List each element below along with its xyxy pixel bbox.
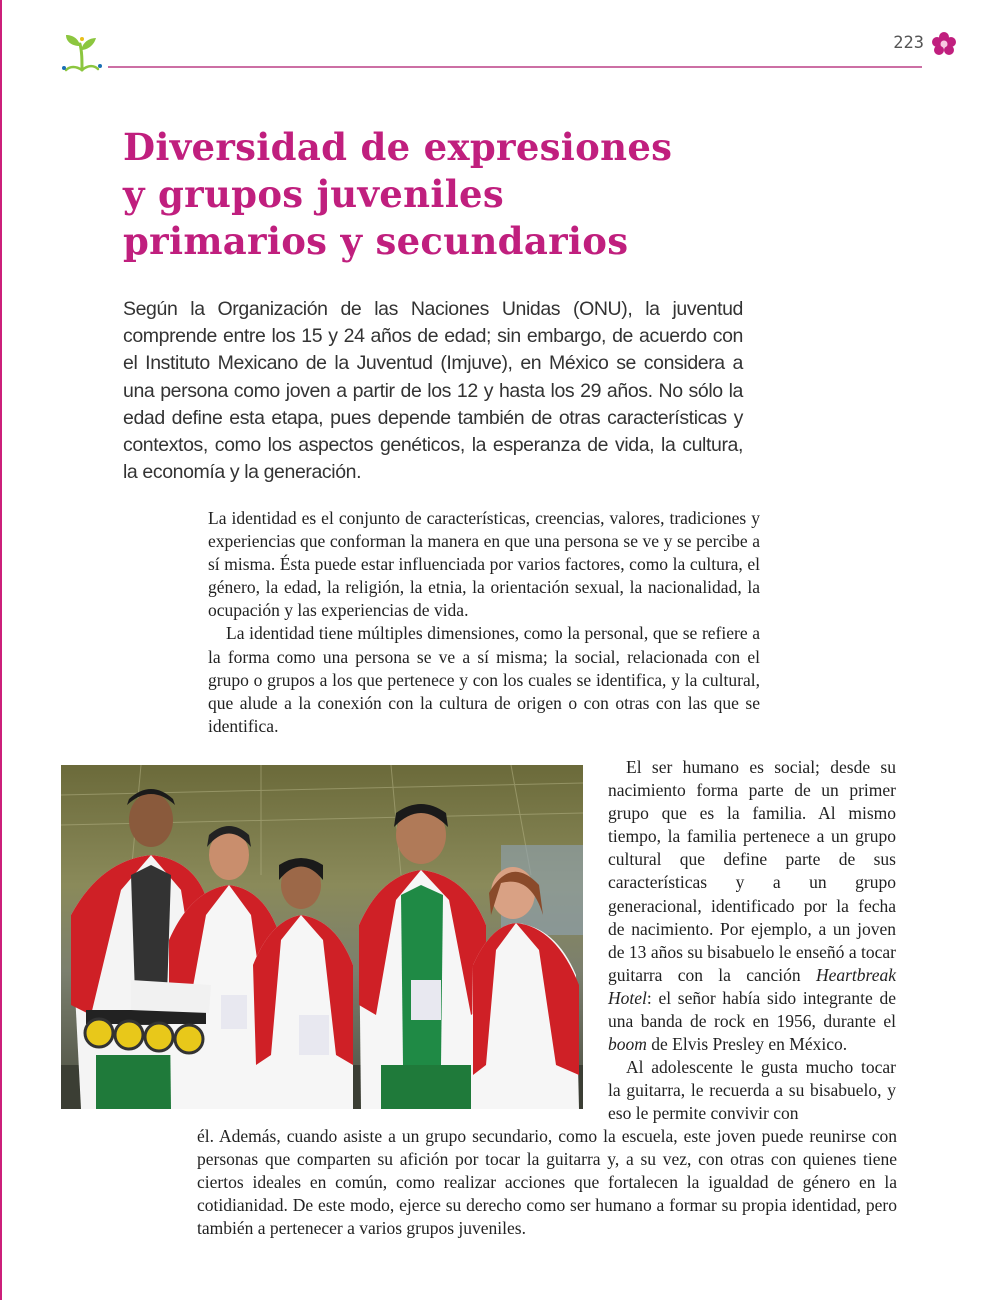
family-text-part-1: El ser humano es social; desde su nacimiento forma parte de un primer grupo que es la familia. Al mismo tiempo, la familia pertenece a un grupo cultural que define parte de sus características y a un grupo generacional, identificado por la fecha de nacimiento. Por ejemplo, a un joven de 13 años su bisabuelo le enseñó a tocar guitarra con la canción [608,757,896,985]
family-text-column [608,756,896,1126]
family-paragraph-1 [608,756,896,1056]
song-title: Heartbreak Hotel [608,964,896,1008]
header-rule [108,66,922,68]
identity-paragraph-2: La identidad tiene múltiples dimensiones, como la personal, que se refiere a la forma como una persona se ve a sí misma; la social, relacionada con el grupo o grupos a los que pertenece y con los cuales se identifica, y la cultural, que alude a la conexión con la cultura de origen o con otras con las que se identifica. [208,623,760,736]
title-line-3: primarios y secundarios [123,219,629,263]
flower-icon [930,30,958,58]
title-line-2: y grupos juveniles [123,172,505,216]
family-paragraph-2: Al adolescente le gusta mucho tocar la guitarra, le recuerda a su bisabuelo, y eso le permite convivir con [608,1057,896,1124]
family-text-part-2: : el señor había sido integrante de una banda de rock en 1956, durante el [608,987,896,1032]
sprout-logo-icon [60,30,104,72]
title-line-1: Diversidad de expresiones [123,125,673,169]
identity-paragraph-1: La identidad es el conjunto de características, creencias, valores, tradiciones y experiencias que conforman la manera en que una persona se ve y se percibe a sí misma. Ésta puede estar influenciada por varios factores, como la cultura, el género, la edad, la religión, la etnia, la orientación sexual, la nacionalidad, la ocupación y las experiencias de vida. [208,508,760,621]
page-left-border [0,0,2,1300]
group-photo-athletes [61,765,583,1109]
page-number: 223 [893,33,924,53]
identity-text-block [208,507,760,738]
intro-paragraph: Según la Organización de las Naciones Unidas (ONU), la juventud comprende entre los 15 y 24 años de edad; sin embargo, de acuerdo con el Instituto Mexicano de la Juventud (Imjuve), en México se considera a una persona como joven a partir de los 12 y hasta los 29 años. No sólo la edad define esta etapa, pues depende también de otras características y contextos, como los aspectos genéticos, la esperanza de vida, la cultura, la economía y la generación. [123,298,743,484]
family-text-part-3: de Elvis Presley en México. [646,1034,848,1055]
page-title [123,124,823,265]
closing-paragraph: él. Además, cuando asiste a un grupo secundario, como la escuela, este joven puede reunirse con personas que comparten su afición por tocar la guitarra y, a su vez, con otras con quienes tiene ciertos ideales en común, como realizar acciones que fortalecen la igualdad de género en la cotidianidad. De este modo, ejerce su derecho como ser humano a formar su propia identidad, pero también a pertenecer a varios grupos juveniles. [197,1126,897,1239]
boom-word: boom [608,1034,647,1055]
